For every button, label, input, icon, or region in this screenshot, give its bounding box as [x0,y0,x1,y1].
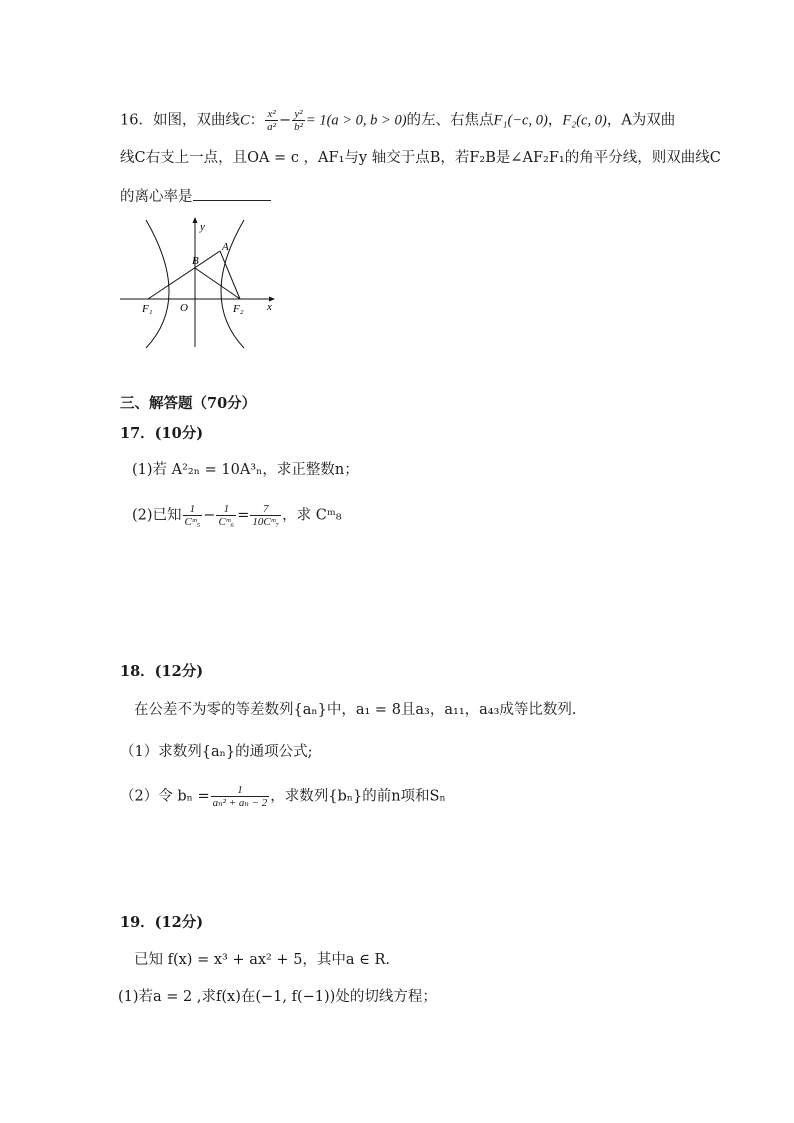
label-O: O [180,302,188,314]
q16-intro: 如图，双曲线 [152,112,240,129]
q16-text-b: ，A为双曲 [606,112,676,129]
q16-frac2: $\frac{\text{y²}}{\text{b²}}$ [294,108,303,133]
q16-minus: − [278,112,292,129]
q17-minus: − [203,507,216,524]
y-axis-arrow [193,217,198,223]
label-F1: F₁ [142,303,153,315]
q16-line1: 16．如图，双曲线C： $\frac{\text{x²}}{\text{a²}}$ − $\frac{\text{y²}}{\text{b²}}$ = 1(a > 0, b > 0)的左、右焦点F₁(−c, 0)，F₂(c, 0)，A为双曲 [120,108,676,133]
q17-part2 [132,503,342,528]
q18-frac: $\frac{1}{\text{aₙ² + aₙ − 2}}$ [212,784,268,809]
line-f1-a [148,251,220,299]
label-A: A [222,241,229,253]
q17-frac1: $\frac{1}{\text{Cᵐ₅}}$ [184,503,201,528]
q19-part1: (1)若a = 2 ,求f(x)在(−1, f(−1))处的切线方程； [118,989,437,1005]
q16-line3 [120,186,271,207]
q16-frac1: $\frac{\text{x²}}{\text{a²}}$ [267,108,276,133]
q17-part1: (1)若 A²₂ₙ = 10A³ₙ，求正整数n； [132,462,359,478]
label-x: x [267,301,272,313]
q17-frac2: $\frac{1}{\text{Cᵐ₆}}$ [218,503,235,528]
q16-curve-name: C [239,112,250,129]
q16-sep: ， [547,112,563,129]
q18-heading: 18．(12分) [120,663,204,680]
label-y: y [200,221,205,233]
answer-blank[interactable] [193,186,271,201]
q16-text-a: 的左、右焦点 [406,112,494,129]
q17-suffix: ，求 Cᵐ₈ [282,507,342,524]
left-branch [146,220,169,348]
section3-heading: 三、解答题（70分） [120,395,257,412]
q16-eq-rest: = 1(a > 0, b > 0) [305,112,407,129]
hyperbola-figure [118,212,283,352]
q17-heading: 17．(10分) [120,425,204,442]
q16-line2: 线C右支上一点，且OA = c ，AF₁与y 轴交于点B，若F₂B是∠AF₂F₁的角平分线，则双曲线C [120,150,721,166]
q17-frac3: $\frac{7}{\text{10Cᵐ₇}}$ [252,503,280,528]
q16-f2: F₂(c, 0) [562,112,607,129]
q17-part2-prefix: (2)已知 [132,507,182,524]
q16-line3-text: 的离心率是 [120,189,193,205]
q18-part2 [120,784,446,809]
q19-stem: 已知 f(x) = x³ + ax² + 5，其中a ∈ R. [134,952,391,968]
q16-number: 16． [120,112,153,129]
label-F2: F₂ [233,303,244,315]
q18-part1: （1）求数列{aₙ}的通项公式; [120,744,313,760]
q18-stem: 在公差不为零的等差数列{aₙ}中，a₁ = 8且a₃，a₁₁，a₄₃成等比数列. [134,702,577,718]
right-branch [221,220,244,348]
q18-part2-prefix: （2）令 bₙ = [120,788,210,805]
q16-f1: F₁(−c, 0) [493,112,548,129]
label-B: B [192,255,199,267]
q18-part2-suffix: ，求数列{bₙ}的前n项和Sₙ [270,788,446,805]
q19-heading: 19．(12分) [120,914,204,931]
q17-eq: = [237,507,250,524]
